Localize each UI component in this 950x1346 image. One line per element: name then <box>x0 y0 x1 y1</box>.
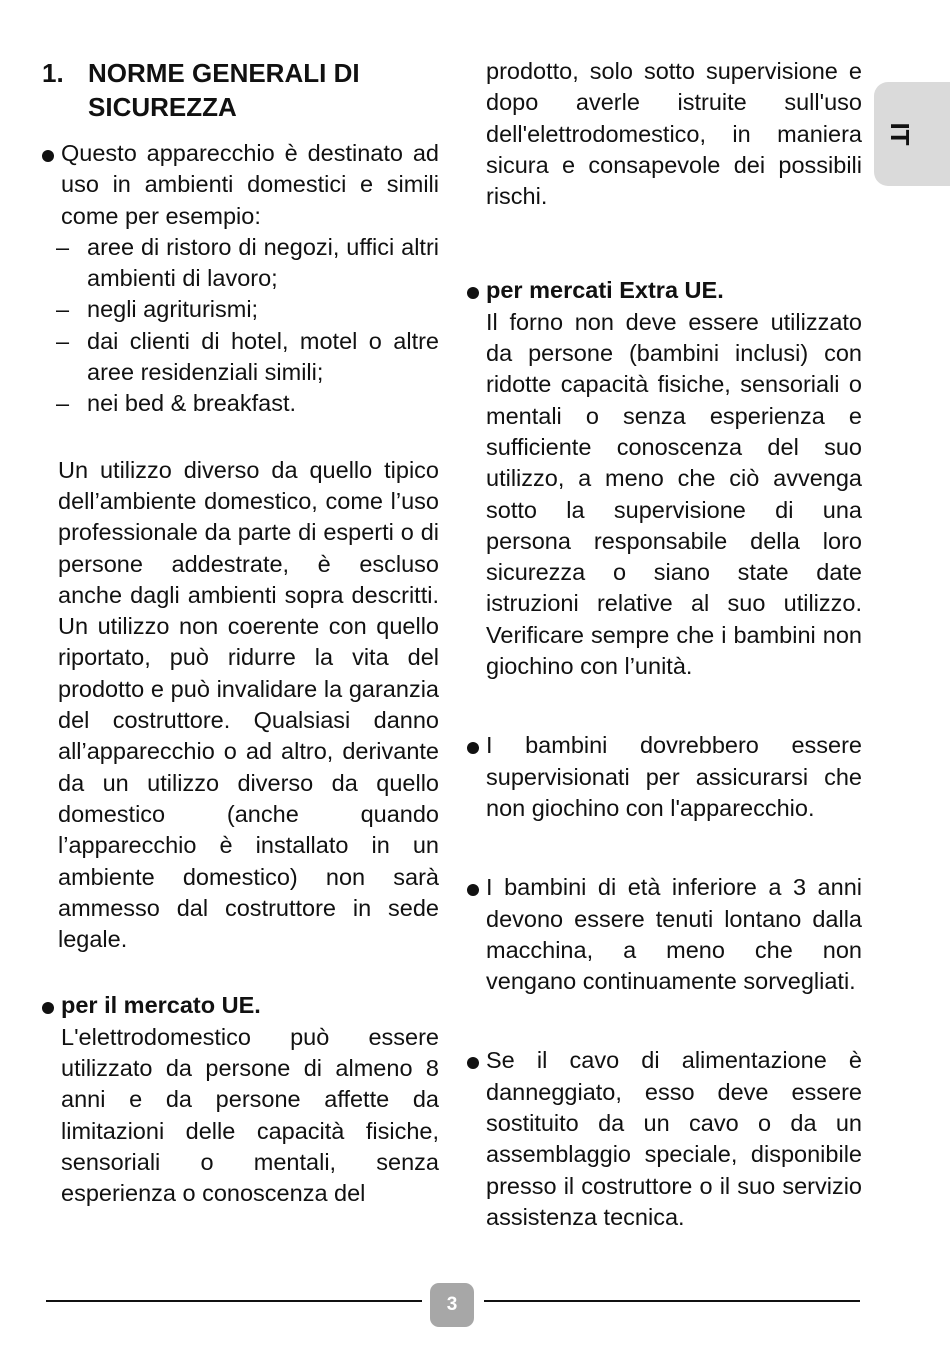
bullet-text: I bambini dovrebbero essere supervisionati per assicurarsi che non giochino con l'apparecchio. <box>486 732 862 821</box>
footer-rule-right <box>484 1300 860 1302</box>
list-item: – nei bed & breakfast. <box>87 388 439 419</box>
section-title: NORME GENERALI DI SICUREZZA <box>88 58 360 122</box>
dash-icon: – <box>56 233 70 260</box>
bullet-domestic-use <box>42 138 439 232</box>
bullet-dot <box>42 150 54 162</box>
bullet-text: I bambini di età inferiore a 3 anni devono essere tenuti lontano dalla macchina, a meno che non vengano continuamente sorvegliati. <box>486 874 862 995</box>
environment-list <box>42 232 439 420</box>
bullet-dot <box>467 742 479 754</box>
section-number: 1. <box>42 58 64 88</box>
improper-use-paragraph: Un utilizzo diverso da quello tipico dell’ambiente domestico, come l’uso professionale da parte di esperti o di persone addestrate, è escluso anche dagli ambienti sopra descritti. Un utilizzo non coerente con quello riportato, può ridurre la vita del prodotto e può invalidare la garanzia del costruttore. Qualsiasi danno all’apparecchio o ad altro, derivante da un utilizzo diverso da quello domestico (anche quando l’apparecchio è installato in un ambiente domestico) non sarà ammesso dal costruttore in sede legale. <box>58 456 439 953</box>
bullet-text: Il forno non deve essere utilizzato da persone (bambini inclusi) con ridotte capacità fisiche, sensoriali o mentali o senza esperienza e sufficiente conoscenza del suo utilizzo, a meno che ciò avvenga sotto la supervisione di una persona responsabile della loro sicurezza o siano state date istruzioni relative al suo utilizzo. Verificare sempre che i bambini non giochino con l’unità. <box>486 308 862 680</box>
list-item: – negli agriturismi; <box>87 294 439 325</box>
list-item: – aree di ristoro di negozi, uffici altri ambienti di lavoro; <box>56 233 439 292</box>
bullet-title: per il mercato UE. <box>61 992 261 1019</box>
bullet-dot <box>467 287 479 299</box>
continued-text: prodotto, solo sotto supervisione e dopo averle istruite sull'uso dell'elettrodomestico, in maniera sicura e consapevole dei possibili rischi. <box>486 58 862 210</box>
bullet-text: Se il cavo di alimentazione è danneggiato, esso deve essere sostituito da un cavo o da un assemblaggio speciale, disponibile presso il costruttore o il suo servizio assistenza tecnica. <box>486 1047 862 1230</box>
bullet-title: per mercati Extra UE. <box>486 277 724 304</box>
bullet-text: Questo apparecchio è destinato ad uso in ambienti domestici e simili come per esempio: <box>61 140 439 229</box>
bullet-dot <box>467 884 479 896</box>
bullet-children-under-3 <box>467 872 862 997</box>
bullet-text: L'elettrodomestico può essere utilizzato da persone di almeno 8 anni e da persone affette da limitazioni delle capacità fisiche, sensoriali o mentali, senza esperienza o conoscenza del <box>61 1023 439 1207</box>
section-heading <box>42 56 439 124</box>
bullet-children-supervision <box>467 730 862 824</box>
bullet-eu-market <box>42 990 439 1209</box>
list-item: – dai clienti di hotel, motel o altre aree residenziali simili; <box>56 327 439 386</box>
bullet-power-cable <box>467 1045 862 1233</box>
language-tab <box>874 82 950 186</box>
page-number-badge: 3 <box>430 1283 474 1327</box>
left-column <box>42 56 439 1210</box>
dash-icon: – <box>56 390 70 417</box>
dash-icon: – <box>56 327 70 354</box>
language-tab-label: IT <box>885 122 916 146</box>
dash-icon: – <box>56 296 70 323</box>
footer-rule-left <box>46 1300 422 1302</box>
bullet-dot <box>467 1057 479 1069</box>
right-column <box>467 56 862 1233</box>
bullet-dot <box>42 1002 54 1014</box>
bullet-extra-eu-market <box>467 275 862 682</box>
